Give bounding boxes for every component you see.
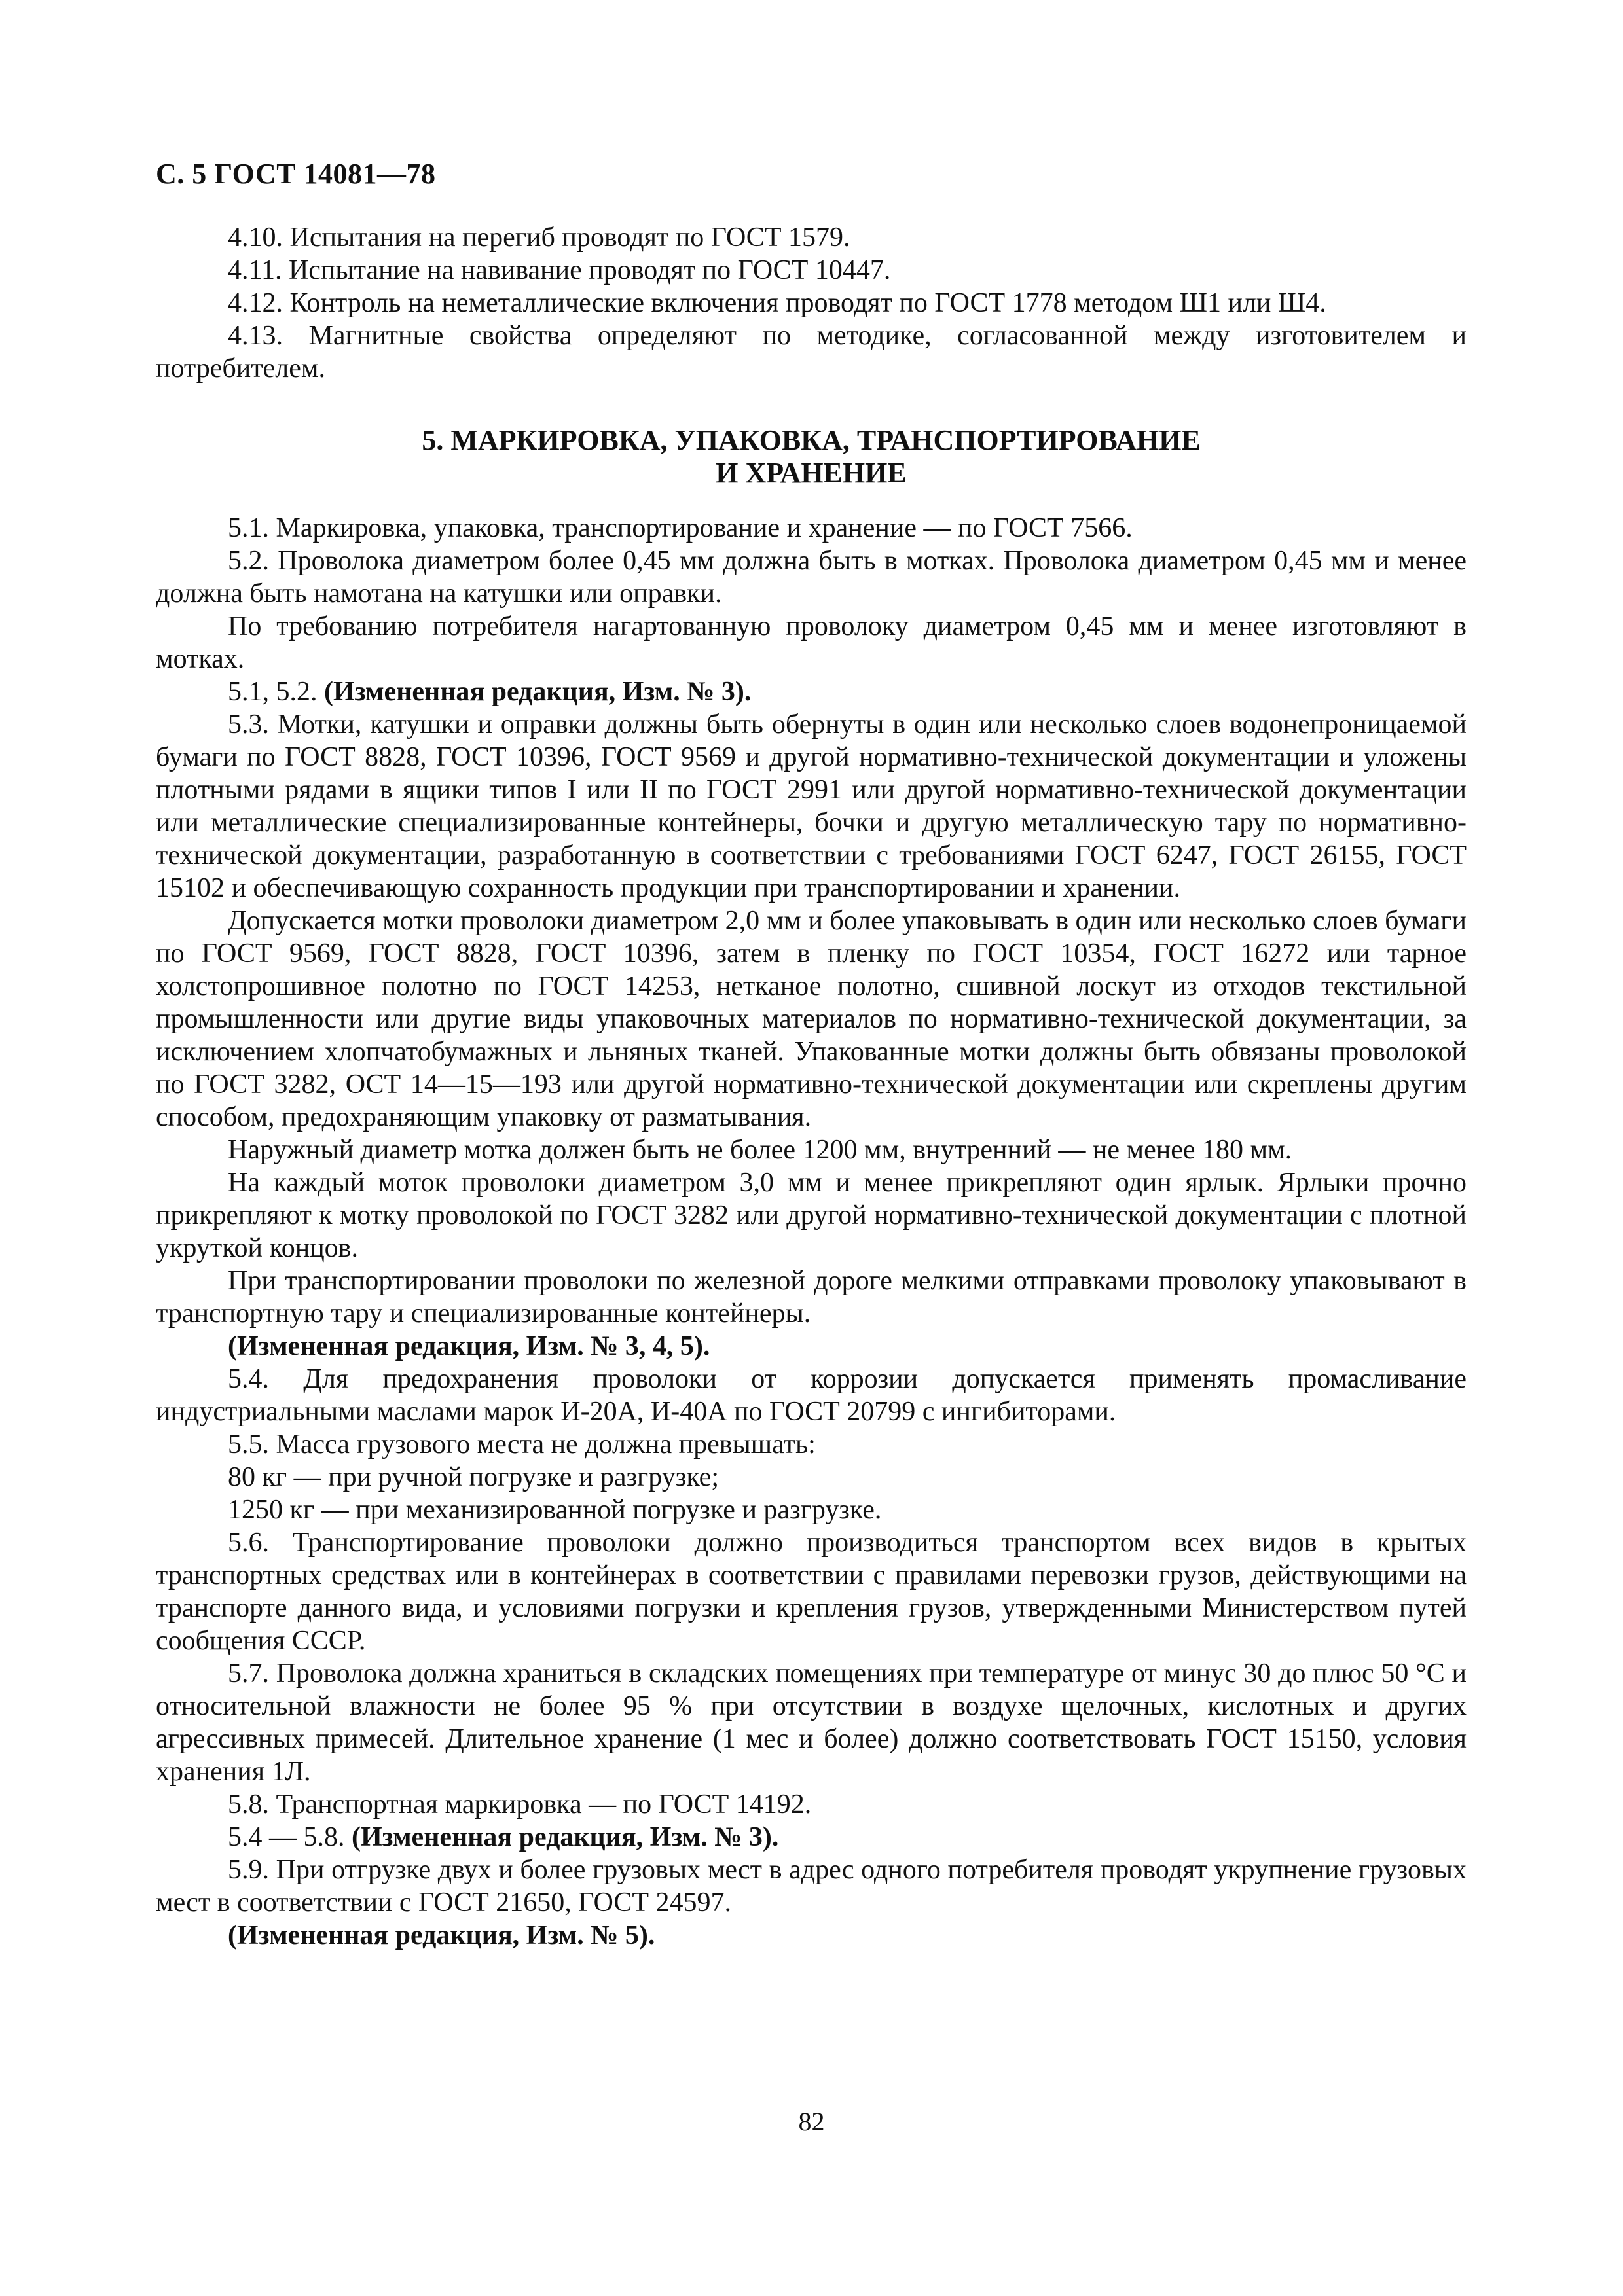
paragraph-5-3-packing: Допускается мотки проволоки диаметром 2,0 мм и более упаковывать в один или несколько слоев бумаги по ГОСТ 9569, ГОСТ 8828, ГОСТ 10396, затем в пленку по ГОСТ 10354, ГОСТ 16272 или тарное холстопрошивное полотно по ГОСТ 14253, нетканое полотно, сшивной лоскут из отходов текстильной промышленности или другие виды упаковочных материалов по нормативно-технической документации, за исключением хлопчатобумажных и льняных тканей. Упакованные мотки должны быть обвязаны проволокой по ГОСТ 3282, ОСТ 14—15—193 или другой нормативно-технической документации или скреплены другим способом, предохраняющим упаковку от разматывания. [156,906,1467,1132]
paragraph-4-10: 4.10. Испытания на перегиб проводят по ГОСТ 1579. [228,223,850,253]
paragraph-4-12: 4.12. Контроль на неметаллические включения проводят по ГОСТ 1778 методом Ш1 или Ш4. [228,288,1326,318]
section-5-title-line-1: 5. МАРКИРОВКА, УПАКОВКА, ТРАНСПОРТИРОВАНИЕ [422,424,1201,456]
body-text [156,221,1467,1952]
paragraph-5-9: 5.9. При отгрузке двух и более грузовых мест в адрес одного потребителя проводят укрупнение грузовых мест в соответствии с ГОСТ 21650, ГОСТ 24597. [156,1855,1467,1918]
amendment-text: (Измененная редакция, Изм. № 3). [352,1822,779,1852]
paragraph-5-3-labels: На каждый моток проволоки диаметром 3,0 мм и менее прикрепляют один ярлык. Ярлыки прочно прикрепляют к мотку проволокой по ГОСТ 3282 или другой нормативно-технической документации с плотной укруткой концов. [156,1168,1467,1263]
paragraph-5-3: 5.3. Мотки, катушки и оправки должны быть обернуты в один или несколько слоев водонепроницаемой бумаги по ГОСТ 8828, ГОСТ 10396, ГОСТ 9569 и другой нормативно-технической документации и уложены плотными рядами в ящики типов I или II по ГОСТ 2991 или другой нормативно-технической документации или металлические специализированные контейнеры, бочки и другую металлическую тару по нормативно-технической документации, разработанную в соответствии с требованиями ГОСТ 6247, ГОСТ 26155, ГОСТ 15102 и обеспечивающую сохранность продукции при транспортировании и хранении. [156,709,1467,903]
amendment-note-5-3 [156,1330,1467,1363]
amendment-note-5-9 [156,1919,1467,1952]
paragraph-5-7: 5.7. Проволока должна храниться в складских помещениях при температуре от минус 30 до плюс 50 °С и относительной влажности не более 95 % при отсутствии в воздухе щелочных, кислотных и других агрессивных примесей. Длительное хранение (1 мес и более) должно соответствовать ГОСТ 15150, условия хранения 1Л. [156,1659,1467,1787]
paragraph-5-2: 5.2. Проволока диаметром более 0,45 мм должна быть в мотках. Проволока диаметром 0,45 мм и менее должна быть намотана на катушки или оправки. [156,546,1467,609]
paragraph-4-13: 4.13. Магнитные свойства определяют по методике, согласованной между изготовителем и потребителем. [156,321,1467,384]
amendment-prefix: 5.4 — 5.8. [228,1822,352,1852]
amendment-prefix: 5.1, 5.2. [228,677,324,707]
paragraph-5-3-diameter: Наружный диаметр мотка должен быть не более 1200 мм, внутренний — не менее 180 мм. [228,1135,1292,1165]
paragraph-5-8: 5.8. Транспортная маркировка — по ГОСТ 14192. [228,1789,812,1820]
paragraph-5-2-continued: По требованию потребителя нагартованную проволоку диаметром 0,45 мм и менее изготовляют в мотках. [156,611,1467,674]
paragraph-5-5: 5.5. Масса грузового места не должна превышать: [228,1429,816,1460]
amendment-note-5-4-5-8 [156,1821,1467,1854]
running-header: С. 5 ГОСТ 14081—78 [156,158,436,190]
paragraph-5-1: 5.1. Маркировка, упаковка, транспортирование и хранение — по ГОСТ 7566. [228,513,1133,543]
amendment-text: (Измененная редакция, Изм. № 3). [324,677,752,707]
page-number: 82 [798,2107,825,2136]
amendment-text: (Измененная редакция, Изм. № 3, 4, 5). [228,1331,710,1361]
paragraph-4-11: 4.11. Испытание на навивание проводят по ГОСТ 10447. [228,255,891,285]
paragraph-5-6: 5.6. Транспортирование проволоки должно производиться транспортом всех видов в крытых транспортных средствах или в контейнерах в соответствии с правилами перевозки грузов, действующими на транспорте данного вида, и условиями погрузки и крепления грузов, утвержденными Министерством путей сообщения СССР. [156,1528,1467,1656]
amendment-note-5-1-5-2 [156,675,1467,708]
paragraph-5-5-manual: 80 кг — при ручной погрузке и разгрузке; [228,1462,719,1492]
section-5-title [156,424,1467,490]
paragraph-5-4: 5.4. Для предохранения проволоки от коррозии допускается применять промасливание индустриальными маслами марок И-20А, И-40А по ГОСТ 20799 с ингибиторами. [156,1364,1467,1427]
section-5-title-line-2: И ХРАНЕНИЕ [716,457,907,489]
amendment-text: (Измененная редакция, Изм. № 5). [228,1920,655,1950]
paragraph-5-5-mechanized: 1250 кг — при механизированной погрузке и разгрузке. [228,1495,882,1525]
paragraph-5-3-rail: При транспортировании проволоки по железной дороге мелкими отправками проволоку упаковывают в транспортную тару и специализированные контейнеры. [156,1266,1467,1329]
